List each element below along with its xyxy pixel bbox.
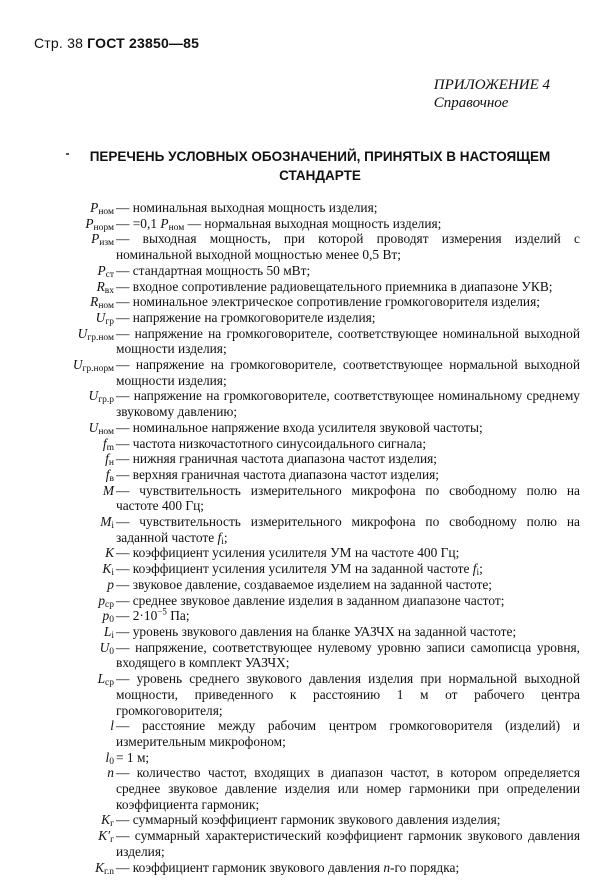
definition-symbol [20,231,114,247]
definition-text [114,718,580,749]
definition-text [114,467,580,483]
definition-symbol [20,765,114,781]
symbol-subscript: г.n [104,866,114,877]
symbol-letter: U [77,325,88,341]
symbol-letter: p [98,592,106,608]
definition-row [20,545,580,561]
symbol-subscript: гр.р [98,395,114,406]
definition-symbol [20,200,114,216]
definition-symbol [20,828,114,844]
definition-text-part: — номинальное электрическое сопротивление громкоговорителя изделия; [116,294,540,310]
symbol-subscript: i [111,521,114,532]
definition-row [20,765,580,812]
definition-text [114,483,580,514]
definition-text-part: — напряжение, соответствующее нулевому уровню записи самописца уровня, входящего в комплект УАЗЧХ; [116,639,580,671]
inline-symbol-subscript: ном [168,222,185,233]
definition-symbol [20,310,114,326]
definition-row [20,514,580,545]
definition-row [20,750,580,766]
definition-text [114,577,580,593]
definition-text-part: ; [479,561,483,577]
symbol-subscript: ср [105,599,114,610]
symbol-letter: U [95,309,106,325]
definition-text [114,671,580,718]
symbol-subscript: i [111,630,114,641]
definition-text-part: — среднее звуковое давление изделия в заданном диапазоне частот; [116,592,505,608]
symbol-subscript: ст [105,269,114,280]
symbol-letter: p [107,576,114,592]
appendix-title: ПРИЛОЖЕНИЕ 4 [433,77,550,93]
definition-text-part: Па; [166,608,190,624]
page-number: Стр. 38 [34,35,84,51]
definition-row [20,200,580,216]
definition-symbol [20,750,114,766]
definition-row [20,593,580,609]
definition-text-part: — уровень звукового давления на бланке УАЗЧХ на заданной частоте; [116,623,517,639]
definition-text-part: — чувствительность измерительного микрофона по свободному полю на заданной частоте [116,514,580,545]
definition-text-part: — стандартная мощность 50 мВт; [116,262,311,278]
definition-symbol [20,263,114,279]
definition-symbol [20,561,114,577]
symbol-letter: U [88,388,99,404]
definition-superscript: −5 [157,606,167,617]
definition-row [20,483,580,514]
symbol-letter: P [97,262,106,278]
symbol-subscript: ср [105,678,114,689]
definition-text [114,860,580,876]
definition-symbol [20,294,114,310]
definition-row [20,310,580,326]
definition-symbol [20,608,114,624]
appendix-label [434,76,550,112]
definition-text-part: — суммарный характеристический коэффициент гармоник звукового давления изделия; [116,828,580,859]
symbol-subscript: ном [98,426,114,437]
definition-row [20,263,580,279]
symbol-letter: L [97,671,106,687]
symbol-letter: M [100,514,112,530]
definition-text [114,812,580,828]
symbol-subscript: в [109,473,114,484]
definition-symbol [20,812,114,828]
definition-symbol [20,718,114,734]
symbol-letter: U [88,419,99,435]
definition-text-part: — выходная мощность, при которой проводят измерения изделий с номинальной выходной мощностью менее 0,5 Вт; [116,231,580,263]
symbol-letter: K [105,545,114,561]
definition-text [114,828,580,859]
symbol-subscript: гр.норм [82,364,114,375]
definition-row [20,577,580,593]
definition-text-part: — коэффициент усиления усилителя УМ на заданной частоте [116,561,473,577]
definition-text [114,231,580,262]
definition-text [114,514,580,545]
definition-row [20,718,580,749]
inline-symbol: f [472,561,477,577]
inline-symbol: f [217,529,222,545]
symbol-letter: l [110,718,114,734]
symbol-subscript: ном [98,301,114,312]
appendix-subtitle: Справочное [433,95,509,111]
definition-symbol [20,545,114,561]
symbol-letter: K [102,561,112,577]
definition-text [114,436,580,452]
definition-symbol [20,420,114,436]
definition-row [20,294,580,310]
definition-symbol [20,593,114,609]
definition-row [20,640,580,671]
definition-text [114,216,580,232]
page-header [34,35,199,51]
definition-text [114,750,580,766]
definition-text-part: — коэффициент гармоник звукового давления [116,859,384,875]
symbol-letter: f [105,466,110,482]
symbol-subscript: г [110,835,114,846]
inline-symbol-subscript: i [221,536,224,547]
definition-row [20,357,580,388]
definition-text-part: — нормальная выходная мощность изделия; [184,215,442,231]
symbol-letter: U [72,357,83,373]
definition-text-part: — номинальная выходная мощность изделия; [116,200,378,215]
symbol-subscript: i [111,568,114,579]
definition-text [114,640,580,671]
section-heading-line-2: СТАНДАРТЕ [279,168,361,183]
definition-symbol [20,860,114,876]
symbol-letter: K [101,812,111,828]
symbol-subscript: гр.ном [87,332,114,343]
symbol-letter: p [102,608,110,624]
definition-row [20,216,580,232]
symbol-letter: n [107,765,114,781]
symbol-subscript: m [106,442,114,453]
definition-symbol [20,624,114,640]
definition-text-part: — напряжение на громкоговорителе, соответствующее номинальной выходной мощности изделия; [116,325,580,357]
definition-text-part: -го порядка; [390,859,460,875]
definition-row [20,467,580,483]
definition-symbol [20,279,114,295]
definition-text-part: — напряжение на громкоговорителе, соответствующее номинальному среднему звуковому давлению; [116,388,580,420]
definition-row [20,451,580,467]
definition-symbol [20,326,114,342]
symbol-letter: P [91,231,100,247]
definition-text [114,624,580,640]
definition-text-part: — уровень среднего звукового давления изделия при нормальной выходной мощности, приведенного к расстоянию 1 м от рабочего центра громкоговорителя; [116,671,580,718]
definition-row [20,436,580,452]
definition-text-part: — расстояние между рабочим центром громкоговорителя (изделий) и измерительным микрофоном; [116,718,580,749]
section-heading-line-1: ПЕРЕЧЕНЬ УСЛОВНЫХ ОБОЗНАЧЕНИЙ, ПРИНЯТЫХ В НАСТОЯЩЕМ [89,149,551,164]
definition-row [20,624,580,640]
symbol-subscript: норм [93,222,114,233]
definition-symbol [20,388,114,404]
definition-row [20,608,580,624]
symbol-letter: R [96,278,105,294]
definition-text-part: — напряжение на громкоговорителе, соответствующее нормальной выходной мощности изделия; [116,357,580,388]
definition-text [114,561,580,577]
definitions-list [20,200,580,875]
symbol-subscript: г [110,819,114,830]
definition-text-part: — =0,1 [116,215,161,231]
definition-symbol [20,467,114,483]
definition-text [114,608,580,624]
definition-text-part: — чувствительность измерительного микрофона по свободному полю на частоте 400 Гц; [116,482,580,514]
symbol-subscript: гр [105,316,114,327]
definition-symbol [20,671,114,687]
definition-symbol [20,451,114,467]
symbol-subscript: изм [99,238,114,249]
definition-text [114,545,580,561]
definition-text [114,765,580,812]
definition-symbol [20,483,114,499]
definition-text-part: — нижняя граничная частота диапазона частот изделия; [116,451,438,467]
definition-text-part: — напряжение на громкоговорителе изделия; [116,309,376,325]
symbol-letter: f [105,451,109,467]
definition-text-part: = 1 м; [116,749,150,765]
section-heading [40,147,600,185]
definition-text [114,593,580,609]
definition-row [20,326,580,357]
symbol-letter: P [85,215,94,231]
symbol-subscript: 0 [109,756,114,767]
definition-text [114,200,580,216]
definition-text [114,420,580,436]
definition-text [114,388,580,419]
definition-text-part: — суммарный коэффициент гармоник звукового давления изделия; [116,812,501,828]
symbol-subscript: ном [98,207,114,217]
symbol-subscript: 0 [109,646,114,657]
definition-text [114,451,580,467]
inline-symbol: n [383,859,391,875]
definition-text-part: — входное сопротивление радиовещательного приемника в диапазоне УКВ; [116,278,553,294]
definition-text [114,294,580,310]
symbol-prime: ′ [107,828,111,844]
definition-text-part: — 2·10 [116,608,158,624]
definition-row [20,231,580,262]
symbol-letter: P [90,200,99,215]
definition-text-part: — номинальное напряжение входа усилителя звуковой частоты; [116,419,483,435]
definition-row [20,828,580,859]
inline-symbol-subscript: i [476,568,480,579]
definition-symbol [20,577,114,593]
definition-row [20,561,580,577]
symbol-letter: L [103,623,112,639]
definition-row [20,279,580,295]
definition-row [20,420,580,436]
definition-text [114,310,580,326]
symbol-letter: K [98,828,108,844]
definition-text [114,279,580,295]
symbol-letter: M [102,482,114,498]
definition-text-part: — количество частот, входящих в диапазон частот, в котором определяется среднее звуковое давление изделия или номер гармоники при определении коэффициента гармоник; [116,765,580,812]
definition-text-part: — звуковое давление, создаваемое изделием на заданной частоте; [116,576,492,592]
definition-text-part: ; [223,529,228,545]
symbol-letter: f [102,435,107,451]
definition-row [20,860,580,876]
definition-text [114,357,580,388]
symbol-subscript: н [108,458,114,469]
definition-text-part: — верхняя граничная частота диапазона частот изделия; [116,466,440,482]
definition-symbol [20,216,114,232]
definition-text [114,263,580,279]
definition-symbol [20,640,114,656]
symbol-letter: l [105,749,110,765]
symbol-letter: K [95,859,105,875]
symbol-subscript: 0 [109,615,114,626]
definition-row [20,388,580,419]
definition-text [114,326,580,357]
symbol-letter: U [99,639,110,655]
symbol-letter: R [90,294,99,310]
definition-text-part: — коэффициент усиления усилителя УМ на частоте 400 Гц; [116,545,460,561]
definition-symbol [20,514,114,530]
definition-symbol [20,436,114,452]
definition-row [20,671,580,718]
standard-code: ГОСТ 23850—85 [87,35,200,51]
definition-text-part: — частота низкочастотного синусоидального сигнала; [116,435,427,451]
symbol-subscript: вх [104,285,114,296]
inline-symbol: P [160,215,169,231]
definition-row [20,812,580,828]
definition-symbol [20,357,114,373]
